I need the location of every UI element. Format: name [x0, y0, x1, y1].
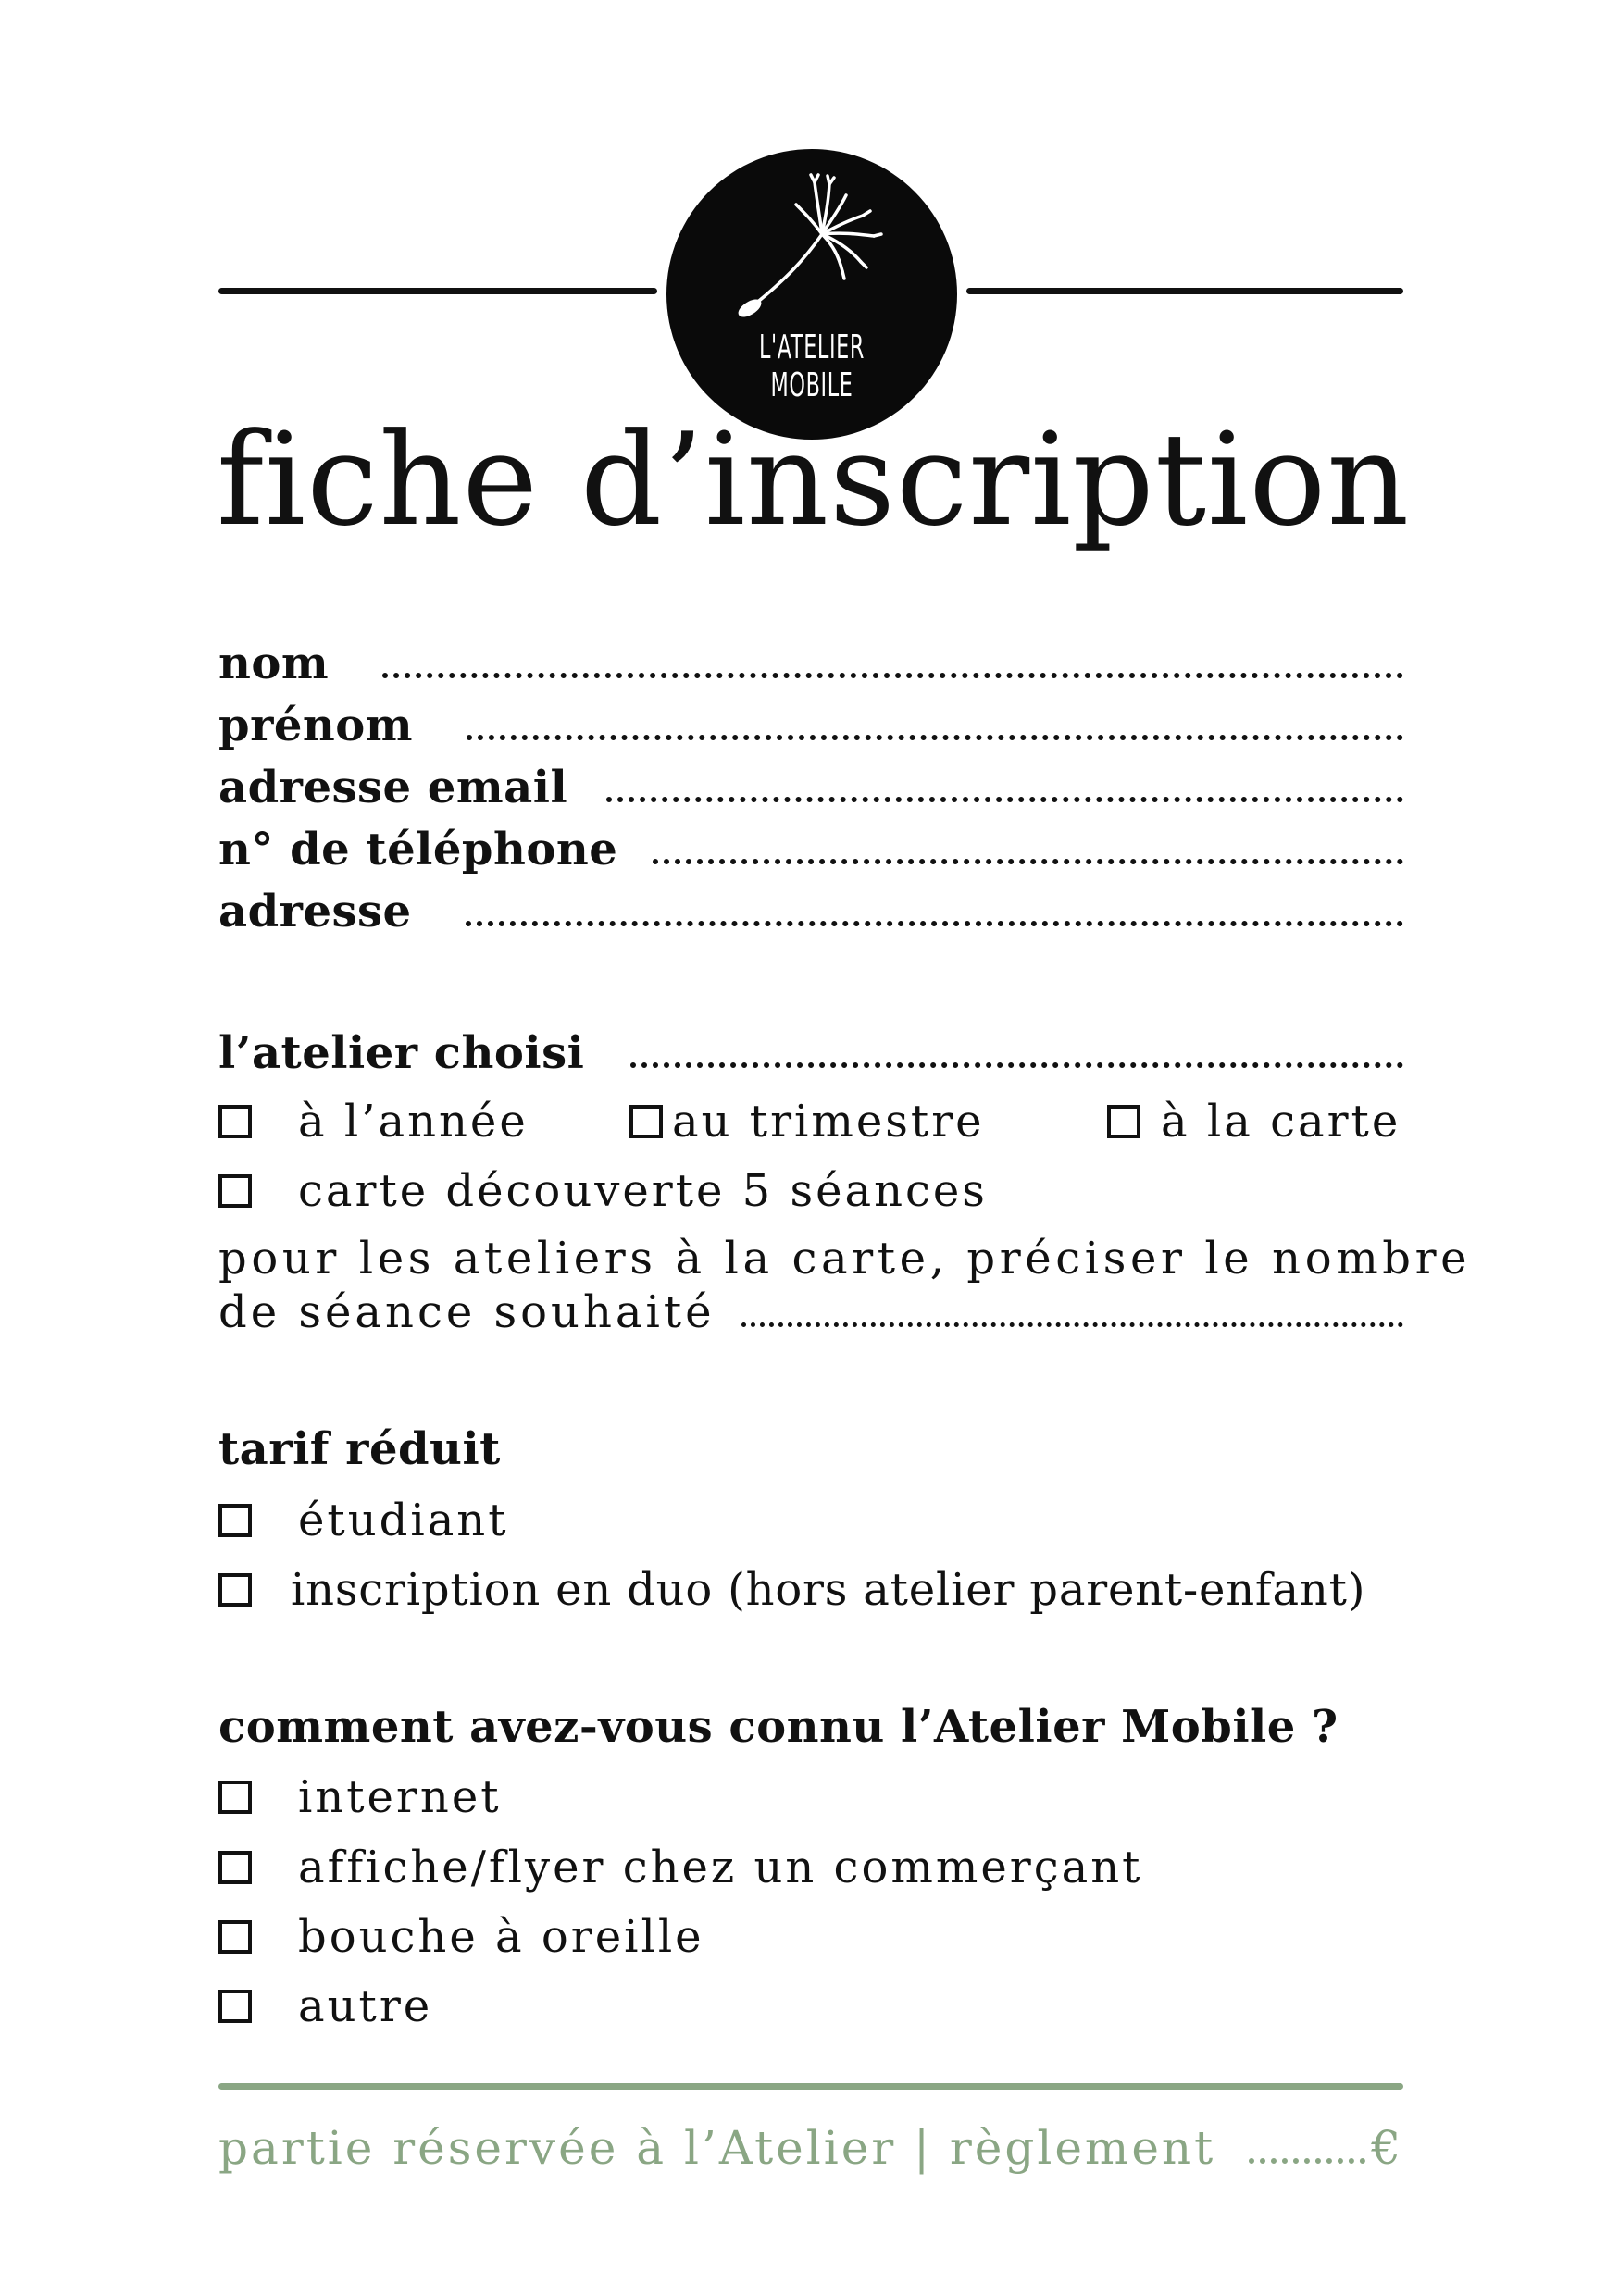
header-rule-left: [218, 288, 657, 294]
option-autre[interactable]: [218, 1980, 432, 2032]
field-label-nom: nom: [218, 638, 330, 689]
field-email[interactable]: [218, 758, 1403, 813]
checkbox[interactable]: [218, 1174, 252, 1208]
option-etudiant[interactable]: [218, 1495, 509, 1546]
option-decouverte[interactable]: [218, 1165, 988, 1217]
checkbox[interactable]: [218, 1573, 252, 1607]
checkbox[interactable]: [218, 1781, 252, 1814]
footer-text: partie réservée à l’Atelier | règlement: [218, 2121, 1216, 2175]
checkbox[interactable]: [218, 1851, 252, 1884]
checkbox[interactable]: [1107, 1105, 1140, 1138]
field-atelier[interactable]: [218, 1024, 1403, 1079]
atelier-carte-note: [218, 1231, 1472, 1338]
header-rule-right: [966, 288, 1403, 294]
field-label-telephone: n° de téléphone: [218, 824, 618, 875]
logo-text: L'ATELIER MOBILE: [758, 329, 866, 404]
dotted-line[interactable]: [653, 859, 1403, 864]
dotted-line[interactable]: [606, 797, 1403, 802]
note-line-1: pour les ateliers à la carte, préciser le nombre: [218, 1233, 1472, 1285]
page-title: fiche d’inscription: [217, 405, 1411, 554]
field-label-adresse: adresse: [218, 886, 412, 937]
field-adresse[interactable]: [218, 882, 1403, 937]
checkbox[interactable]: [218, 1920, 252, 1954]
dotted-line[interactable]: [382, 673, 1403, 678]
option-affiche[interactable]: [218, 1842, 1142, 1893]
tarif-heading: tarif réduit: [218, 1423, 501, 1475]
field-label-atelier: l’atelier choisi: [218, 1027, 585, 1079]
option-label: au trimestre: [672, 1096, 985, 1148]
option-label: à l’année: [298, 1096, 529, 1148]
checkbox[interactable]: [218, 1990, 252, 2023]
note-line-2[interactable]: [218, 1285, 1403, 1338]
source-heading: comment avez-vous connu l’Atelier Mobile ?: [218, 1701, 1339, 1753]
option-label: à la carte: [1161, 1096, 1401, 1148]
checkbox[interactable]: [218, 1504, 252, 1537]
currency-symbol: €: [1371, 2121, 1403, 2175]
field-label-email: adresse email: [218, 762, 568, 813]
dotted-line[interactable]: [741, 1322, 1403, 1327]
field-nom[interactable]: [218, 634, 1403, 689]
option-carte[interactable]: [1107, 1096, 1401, 1148]
dotted-line[interactable]: [630, 1062, 1403, 1068]
dotted-line[interactable]: [467, 735, 1403, 740]
option-label: carte découverte 5 séances: [298, 1165, 988, 1217]
option-label: autre: [298, 1980, 433, 2032]
option-label: bouche à oreille: [298, 1911, 704, 1963]
field-telephone[interactable]: [218, 820, 1403, 875]
dotted-line[interactable]: [466, 921, 1403, 926]
option-bouche[interactable]: [218, 1911, 704, 1963]
footer-rule: [218, 2083, 1403, 2090]
option-label: inscription en duo (hors atelier parent-enfant): [291, 1564, 1366, 1616]
footer-reserved: [218, 2119, 1403, 2175]
option-label: étudiant: [298, 1495, 509, 1546]
option-trimestre[interactable]: [629, 1096, 985, 1148]
amount-dotted-line[interactable]: [1249, 2158, 1365, 2164]
atelier-mobile-logo: [666, 149, 957, 440]
note-line-2-text: de séance souhaité: [218, 1286, 716, 1338]
option-label: affiche/flyer chez un commerçant: [298, 1842, 1143, 1893]
field-prenom[interactable]: [218, 696, 1403, 751]
option-label: internet: [298, 1771, 502, 1823]
field-label-prenom: prénom: [218, 700, 414, 751]
checkbox[interactable]: [629, 1105, 663, 1138]
checkbox[interactable]: [218, 1105, 252, 1138]
option-internet[interactable]: [218, 1771, 502, 1823]
option-annee[interactable]: [218, 1096, 529, 1148]
option-duo[interactable]: [218, 1564, 1365, 1616]
